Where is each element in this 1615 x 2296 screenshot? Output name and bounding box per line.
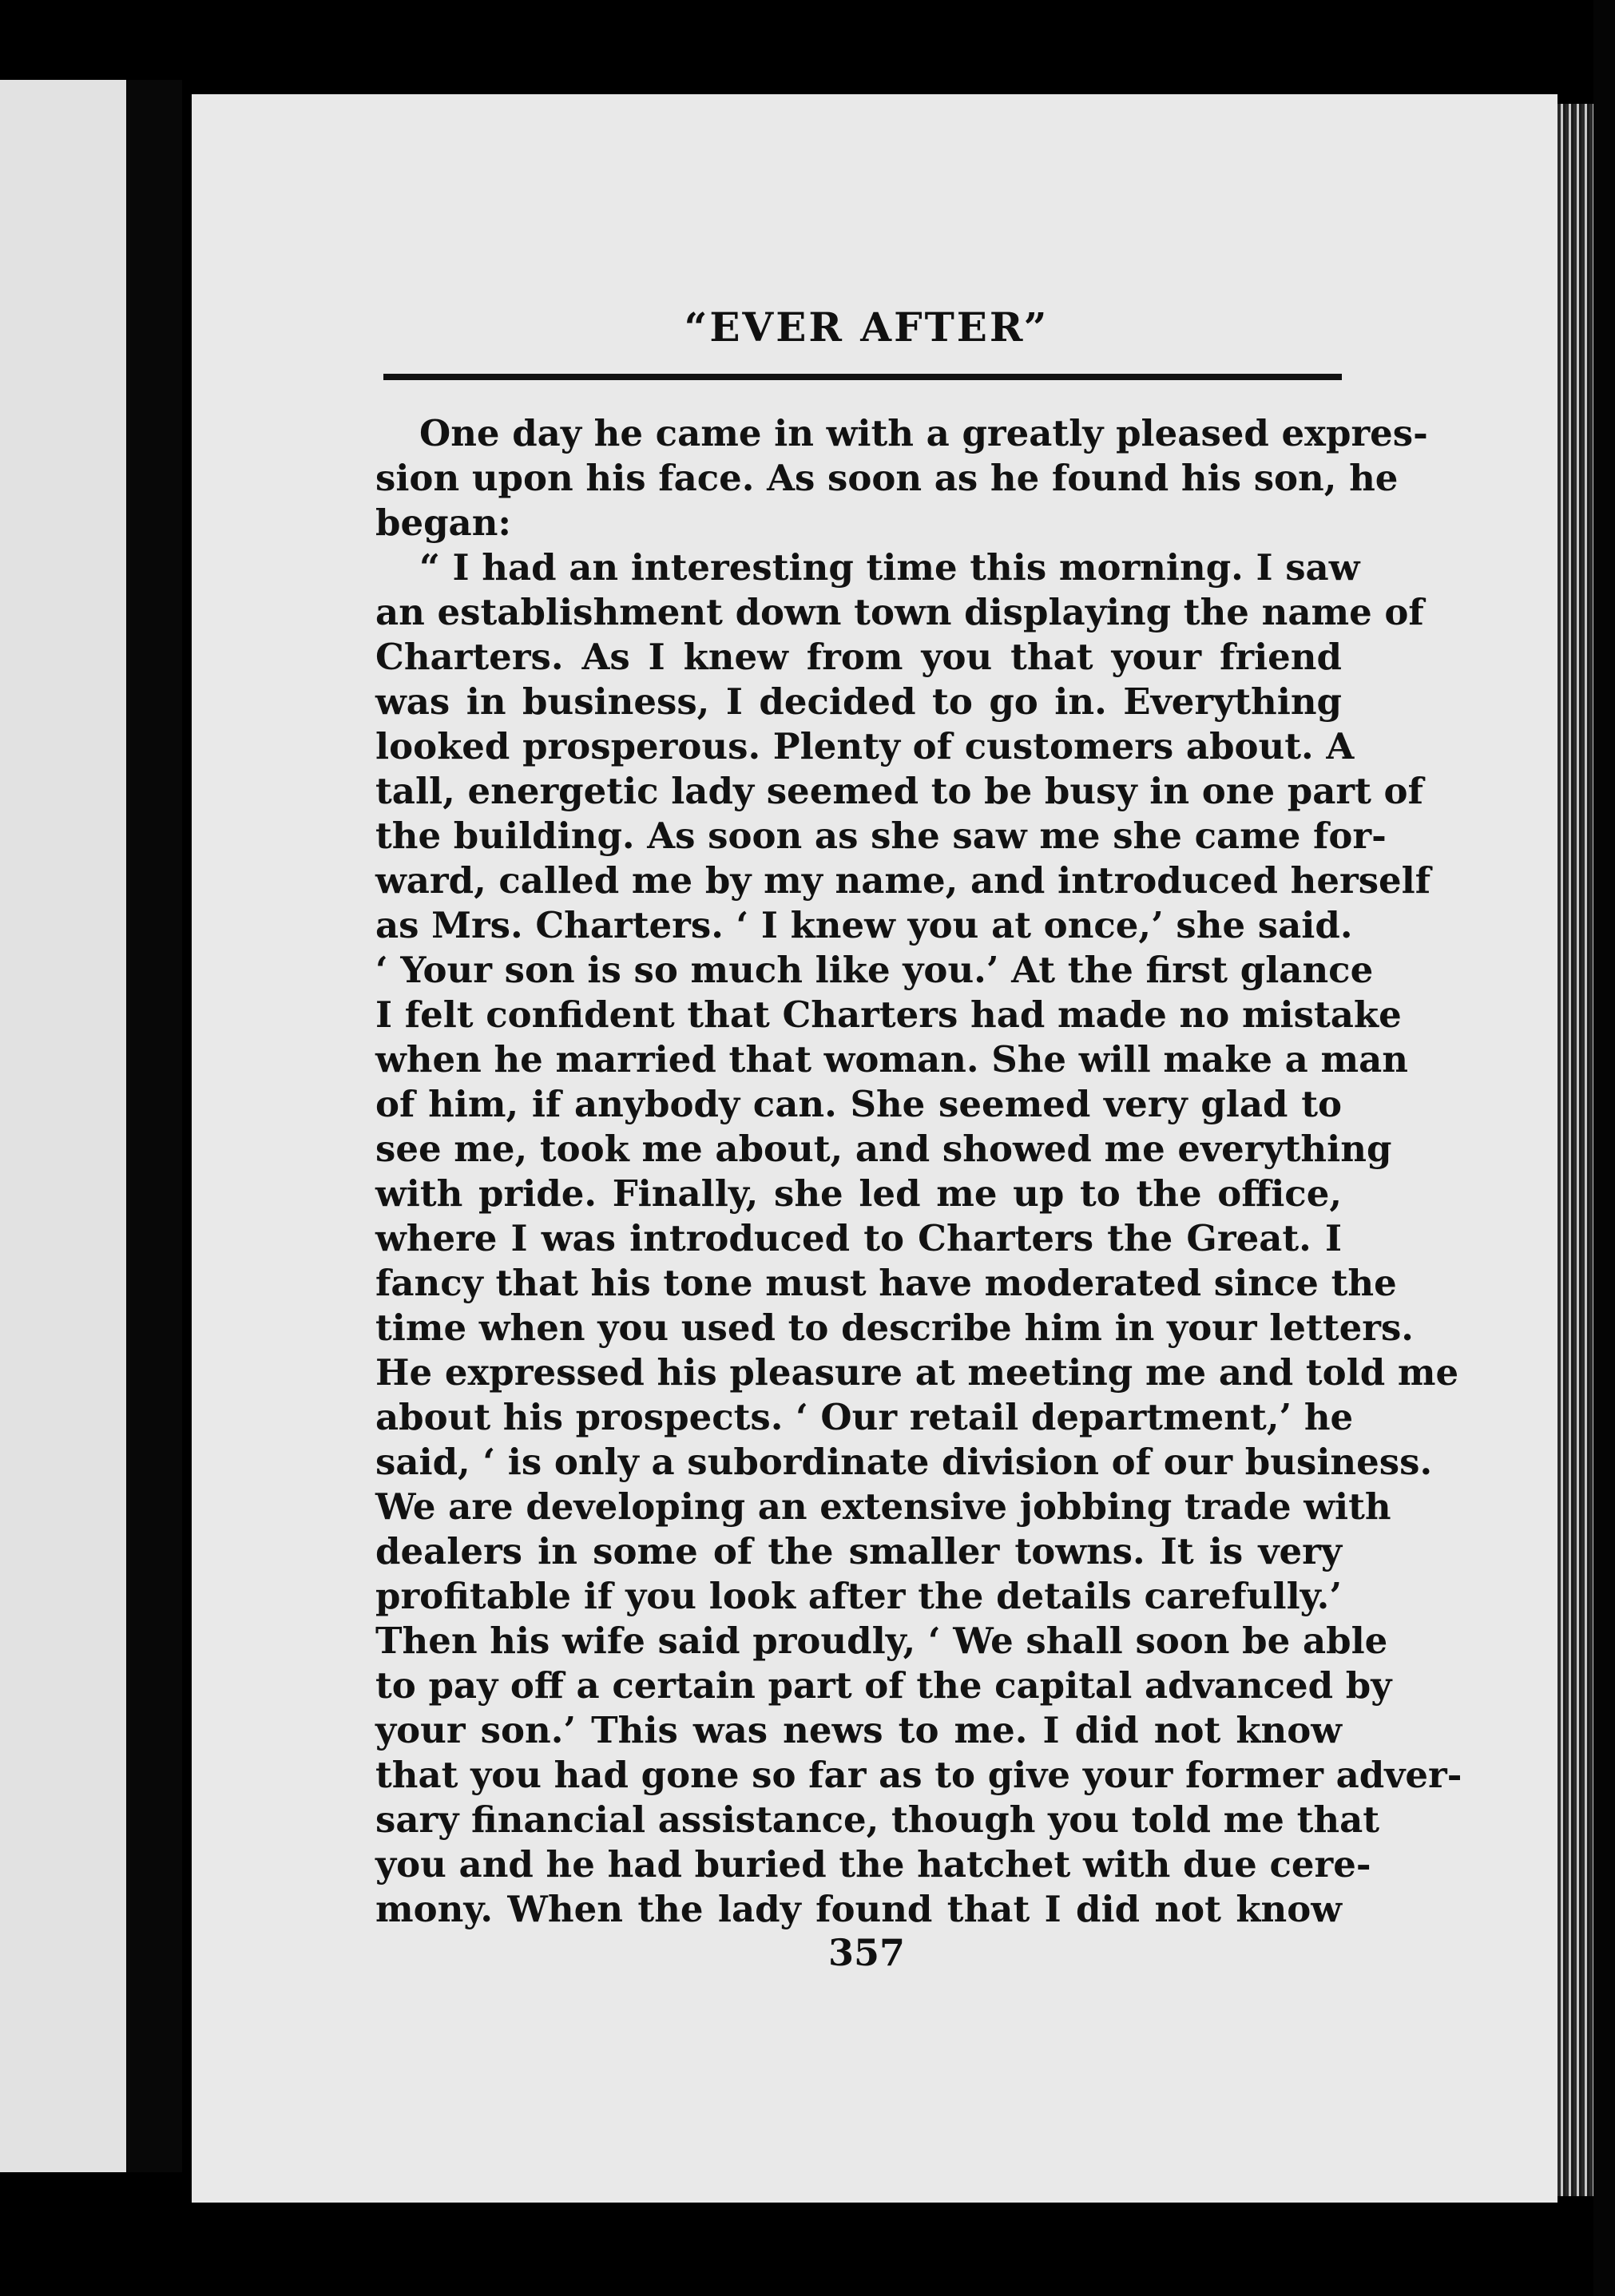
scan-border: [1593, 0, 1615, 2296]
book-gutter: [126, 80, 182, 2172]
text-line: dealers in some of the smaller towns. It is very: [375, 1530, 1342, 1572]
header-rule: [383, 374, 1342, 380]
text-line: the building. As soon as she saw me she came for-: [375, 815, 1387, 857]
text-line: sion upon his face. As soon as he found his son, he: [375, 457, 1399, 499]
running-head: “EVER AFTER”: [684, 303, 1050, 351]
text-line: as Mrs. Charters. ‘ I knew you at once,’ she said.: [375, 904, 1353, 946]
text-line: He expressed his pleasure at meeting me and told me: [375, 1351, 1459, 1394]
text-line: that you had gone so far as to give your former adver-: [375, 1754, 1462, 1796]
text-line: your son.’ This was news to me. I did not know: [375, 1709, 1342, 1751]
text-line: ‘ Your son is so much like you.’ At the first glance: [375, 949, 1374, 991]
text-line: said, ‘ is only a subordinate division of our business.: [375, 1441, 1433, 1483]
text-line: of him, if anybody can. She seemed very glad to: [375, 1083, 1342, 1125]
text-line: about his prospects. ‘ Our retail department,’ he: [375, 1396, 1354, 1438]
text-line: was in business, I decided to go in. Everything: [375, 680, 1342, 723]
body-text: [375, 411, 1462, 1932]
text-line: We are developing an extensive jobbing trade with: [375, 1485, 1391, 1528]
text-line: I felt confident that Charters had made no mistake: [375, 993, 1402, 1036]
page-number: 357: [827, 1931, 906, 1974]
text-line: sary financial assistance, though you told me that: [375, 1798, 1380, 1841]
text-line: looked prosperous. Plenty of customers about. A: [375, 725, 1355, 767]
text-line: ward, called me by my name, and introduced herself: [375, 859, 1431, 902]
text-line: tall, energetic lady seemed to be busy in one part of: [375, 770, 1423, 812]
text-line: Then his wife said proudly, ‘ We shall soon be able: [375, 1620, 1388, 1662]
text-line: mony. When the lady found that I did not know: [375, 1888, 1342, 1930]
facing-page-edge: [0, 80, 126, 2172]
text-line: One day he came in with a greatly pleased expres-: [419, 412, 1428, 454]
text-line: to pay off a certain part of the capital advanced by: [375, 1664, 1392, 1707]
text-line: see me, took me about, and showed me everything: [375, 1128, 1392, 1170]
text-line: with pride. Finally, she led me up to the office,: [375, 1172, 1342, 1215]
text-line: you and he had buried the hatchet with due cere-: [375, 1843, 1371, 1886]
text-line: time when you used to describe him in your letters.: [375, 1307, 1414, 1349]
text-line: an establishment down town displaying the name of: [375, 591, 1424, 633]
text-line: when he married that woman. She will make a man: [375, 1038, 1408, 1081]
text-line: “ I had an interesting time this morning. I saw: [419, 546, 1360, 589]
text-line: fancy that his tone must have moderated since the: [375, 1262, 1397, 1304]
page-stack-edge: [1557, 104, 1593, 2196]
text-line: where I was introduced to Charters the Great. I: [375, 1217, 1342, 1259]
text-line: Charters. As I knew from you that your friend: [375, 636, 1342, 678]
text-line: profitable if you look after the details carefully.’: [375, 1575, 1342, 1617]
text-line: began:: [375, 502, 512, 544]
